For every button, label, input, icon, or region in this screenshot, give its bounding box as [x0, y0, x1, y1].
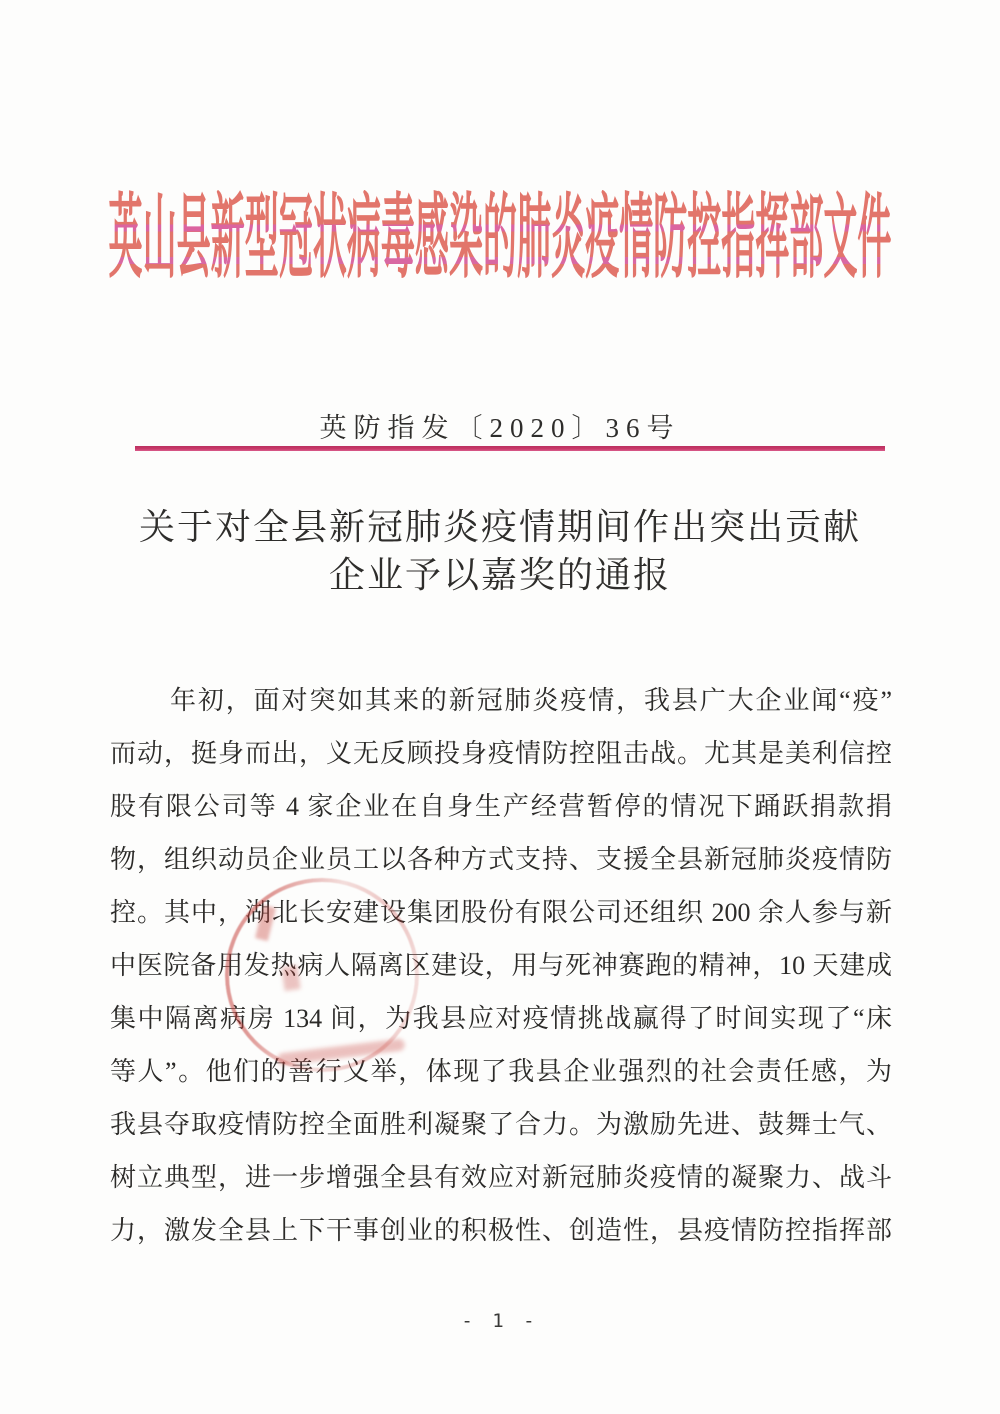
- letterhead: [0, 188, 1000, 288]
- body-line: 我县夺取疫情防控全面胜利凝聚了合力。为激励先进、鼓舞士气、: [110, 1110, 892, 1139]
- letterhead-title: 英山县新型冠状病毒感染的肺炎疫情防控指挥部文件: [108, 187, 892, 289]
- body-line: 物，组织动员企业员工以各种方式支持、支援全县新冠肺炎疫情防: [110, 845, 892, 874]
- body-line: 股有限公司等 4 家企业在自身生产经营暂停的情况下踊跃捐款捐: [110, 792, 892, 821]
- body-line: 而动，挺身而出，义无反顾投身疫情防控阻击战。尤其是美利信控: [110, 739, 892, 768]
- document-number: 英防指发〔2020〕36号: [319, 413, 681, 443]
- body-line: 年初，面对突如其来的新冠肺炎疫情，我县广大企业闻“疫”: [170, 686, 892, 715]
- body-line: 中医院备用发热病人隔离区建设，用与死神赛跑的精神，10 天建成: [110, 951, 892, 980]
- body-line: 力，激发全县上下干事创业的积极性、创造性，县疫情防控指挥部: [110, 1216, 892, 1245]
- document-title-line-2: 企业予以嘉奖的通报: [328, 555, 671, 595]
- body-paragraph: [110, 674, 892, 1257]
- document-title-line-1: 关于对全县新冠肺炎疫情期间作出突出贡献: [138, 507, 861, 547]
- body-line: 树立典型，进一步增强全县有效应对新冠肺炎疫情的凝聚力、战斗: [110, 1163, 892, 1192]
- page-number: - 1 -: [461, 1310, 539, 1332]
- body-line: 集中隔离病房 134 间，为我县应对疫情挑战赢得了时间实现了“床: [110, 1004, 892, 1033]
- body-line: 控。其中，湖北长安建设集团股份有限公司还组织 200 余人参与新: [110, 898, 892, 927]
- red-separator-line: [135, 446, 885, 451]
- document-title: [100, 503, 900, 599]
- body-line: 等人”。他们的善行义举，体现了我县企业强烈的社会责任感，为: [110, 1057, 892, 1086]
